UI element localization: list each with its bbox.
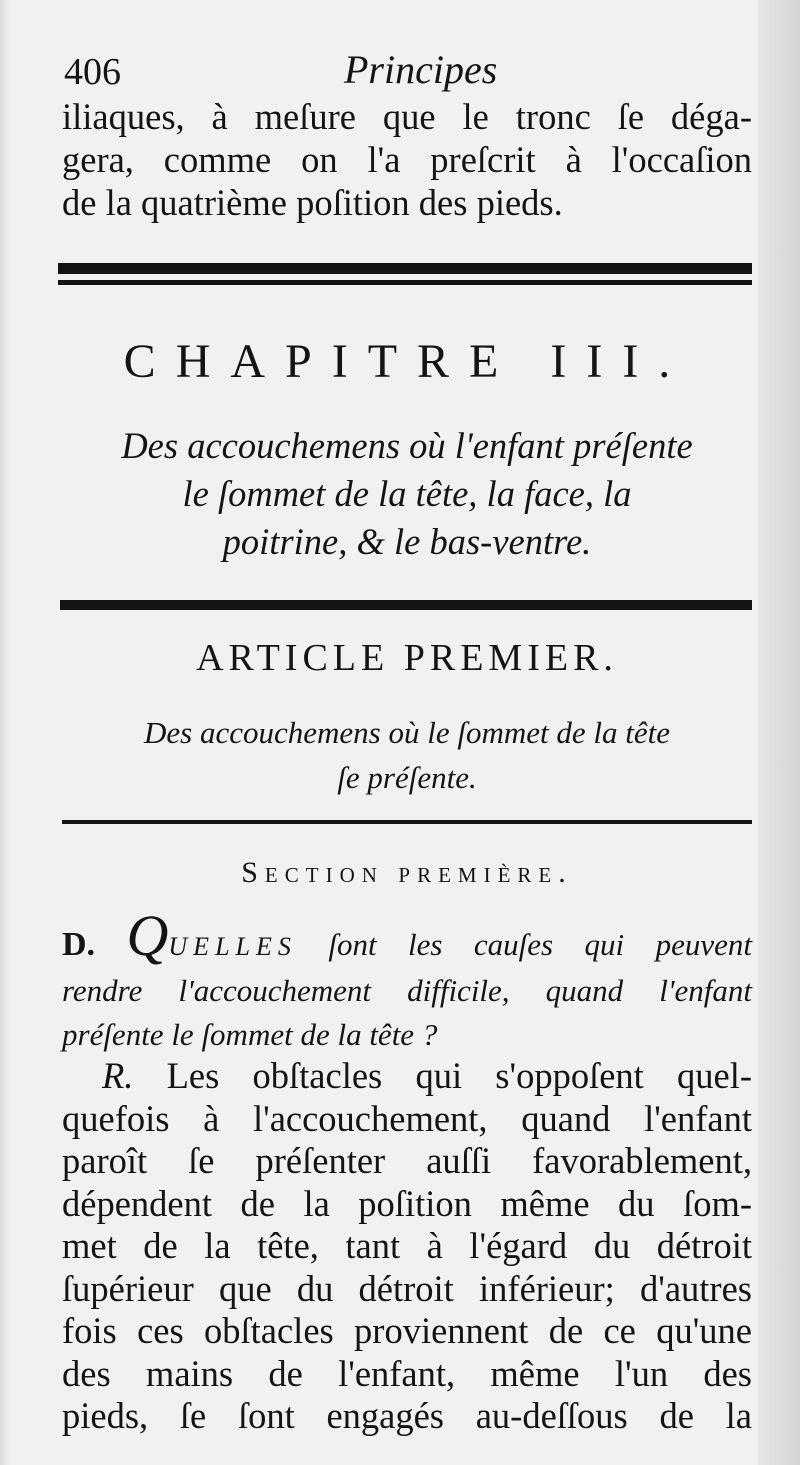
question-label: D. xyxy=(62,926,96,963)
text-line: iliaques, à meſure que le tronc ſe déga- xyxy=(62,96,752,137)
chapter-title: CHAPITRE III. xyxy=(123,335,691,388)
article-title: ARTICLE PREMIER. xyxy=(196,637,618,679)
chapter-divider-rule xyxy=(58,263,752,289)
answer-line1-text: Les obſtacles qui s'oppoſent quel- xyxy=(166,1055,752,1096)
page-number: 406 xyxy=(64,51,121,93)
answer-line: met de la tête, tant à l'égard du détroit xyxy=(62,1225,752,1266)
text-line: gera, comme on l'a preſcrit à l'occaſion xyxy=(62,139,752,180)
page-gutter-shadow xyxy=(0,0,10,1465)
chapter-subtitle-line: Des accouchemens où l'enfant préſente xyxy=(121,425,693,466)
dropcap-letter: Q xyxy=(126,903,169,968)
chapter-subtitle xyxy=(62,422,752,566)
answer-line xyxy=(62,1055,752,1098)
article-subtitle-line: ſe préſente. xyxy=(337,760,477,795)
answer-paragraph xyxy=(62,1055,752,1438)
answer-line: des mains de l'enfant, même l'un des xyxy=(62,1352,752,1394)
answer-line: quefois à l'accouchement, quand l'enfant xyxy=(62,1097,752,1139)
question-line1-text: ſont les cauſes qui peuvent xyxy=(328,927,752,962)
answer-line: paroît ſe préſenter auſſi favorablement, xyxy=(62,1140,752,1181)
chapter-subtitle-line: le ſommet de la tête, la face, la xyxy=(182,473,632,514)
article-subtitle xyxy=(62,710,752,800)
answer-line: ſupérieur que du détroit inférieur; d'autres xyxy=(62,1267,752,1309)
page-edge-margin xyxy=(758,0,800,1465)
answer-label: R. xyxy=(102,1055,134,1096)
rule-thin xyxy=(58,280,752,285)
rule-thick xyxy=(58,263,752,274)
question-line: rendre l'accouchement difficile, quand l'enfant xyxy=(62,973,752,1008)
answer-line: pieds, ſe ſont engagés au-deſſous de la xyxy=(62,1395,752,1436)
article-divider-rule xyxy=(60,600,752,610)
running-title: Principes xyxy=(344,47,498,92)
chapter-subtitle-line: poitrine, & le bas-ventre. xyxy=(222,521,592,562)
section-title: Section première. xyxy=(241,856,573,889)
question-first-word: UELLES xyxy=(168,932,297,961)
answer-line: dépendent de la poſition même du ſom- xyxy=(62,1182,752,1224)
article-subtitle-line: Des accouchemens où le ſommet de la tête xyxy=(144,715,670,750)
question-line xyxy=(62,903,752,969)
question-line: préſente le ſommet de la tête ? xyxy=(62,1017,438,1052)
text-line: de la quatrième poſition des pieds. xyxy=(62,182,563,223)
question-paragraph xyxy=(62,903,752,1057)
page-header xyxy=(64,42,754,102)
intro-paragraph xyxy=(62,95,752,224)
answer-line: fois ces obſtacles proviennent de ce qu'une xyxy=(62,1310,752,1351)
section-divider-rule xyxy=(62,820,752,824)
